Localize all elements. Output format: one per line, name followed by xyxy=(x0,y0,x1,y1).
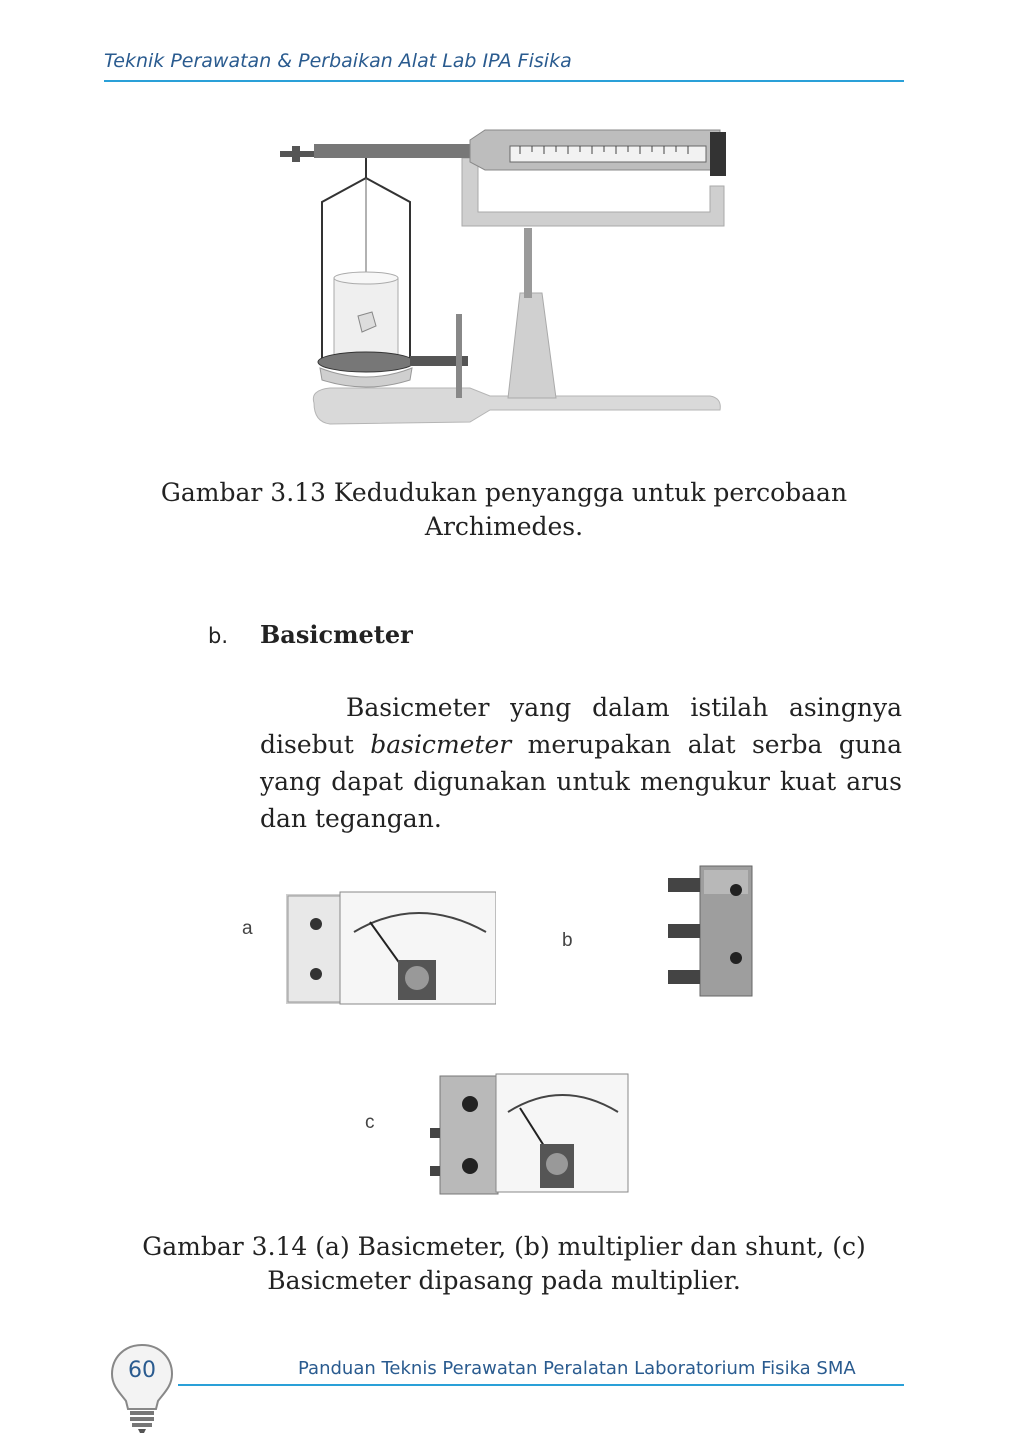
figure-3-14-caption xyxy=(120,1230,888,1298)
archimedes-balance-figure xyxy=(270,118,740,440)
basicmeter-photo xyxy=(286,888,496,1006)
section-title: Basicmeter xyxy=(260,620,413,649)
page-number: 60 xyxy=(128,1358,156,1383)
figure-3-13-caption-line1: Gambar 3.13 Kedudukan penyangga untuk percobaan xyxy=(160,478,848,507)
basicmeter-on-multiplier-photo xyxy=(430,1072,630,1196)
paragraph-text: Basicmeter yang dalam istilah asingnya disebut xyxy=(260,693,902,759)
body-paragraph xyxy=(260,689,902,837)
figure-label-c: c xyxy=(365,1112,375,1133)
figure-3-14-caption-line1: Gambar 3.14 (a) Basicmeter, (b) multiplier dan shunt, (c) xyxy=(142,1232,866,1261)
list-letter: b. xyxy=(208,624,229,648)
header-rule xyxy=(104,80,904,82)
lightbulb-icon xyxy=(110,1343,174,1433)
paragraph-text-end: merupakan alat serba guna yang dapat digunakan untuk mengukur kuat arus dan tegangan. xyxy=(260,730,902,833)
multiplier-shunt-photo xyxy=(664,862,758,1000)
footer-rule xyxy=(178,1384,904,1386)
paragraph-italic-term: basicmeter xyxy=(370,730,512,759)
figure-3-14-caption-line2: Basicmeter dipasang pada multiplier. xyxy=(267,1266,741,1295)
figure-3-13-caption xyxy=(120,476,888,544)
figure-label-b: b xyxy=(562,930,573,951)
figure-label-a: a xyxy=(242,918,253,939)
figure-3-13-caption-line2: Archimedes. xyxy=(424,512,584,541)
running-footer: Panduan Teknis Perawatan Peralatan Laboratorium Fisika SMA xyxy=(298,1358,856,1379)
running-header: Teknik Perawatan & Perbaikan Alat Lab IPA Fisika xyxy=(104,50,572,72)
